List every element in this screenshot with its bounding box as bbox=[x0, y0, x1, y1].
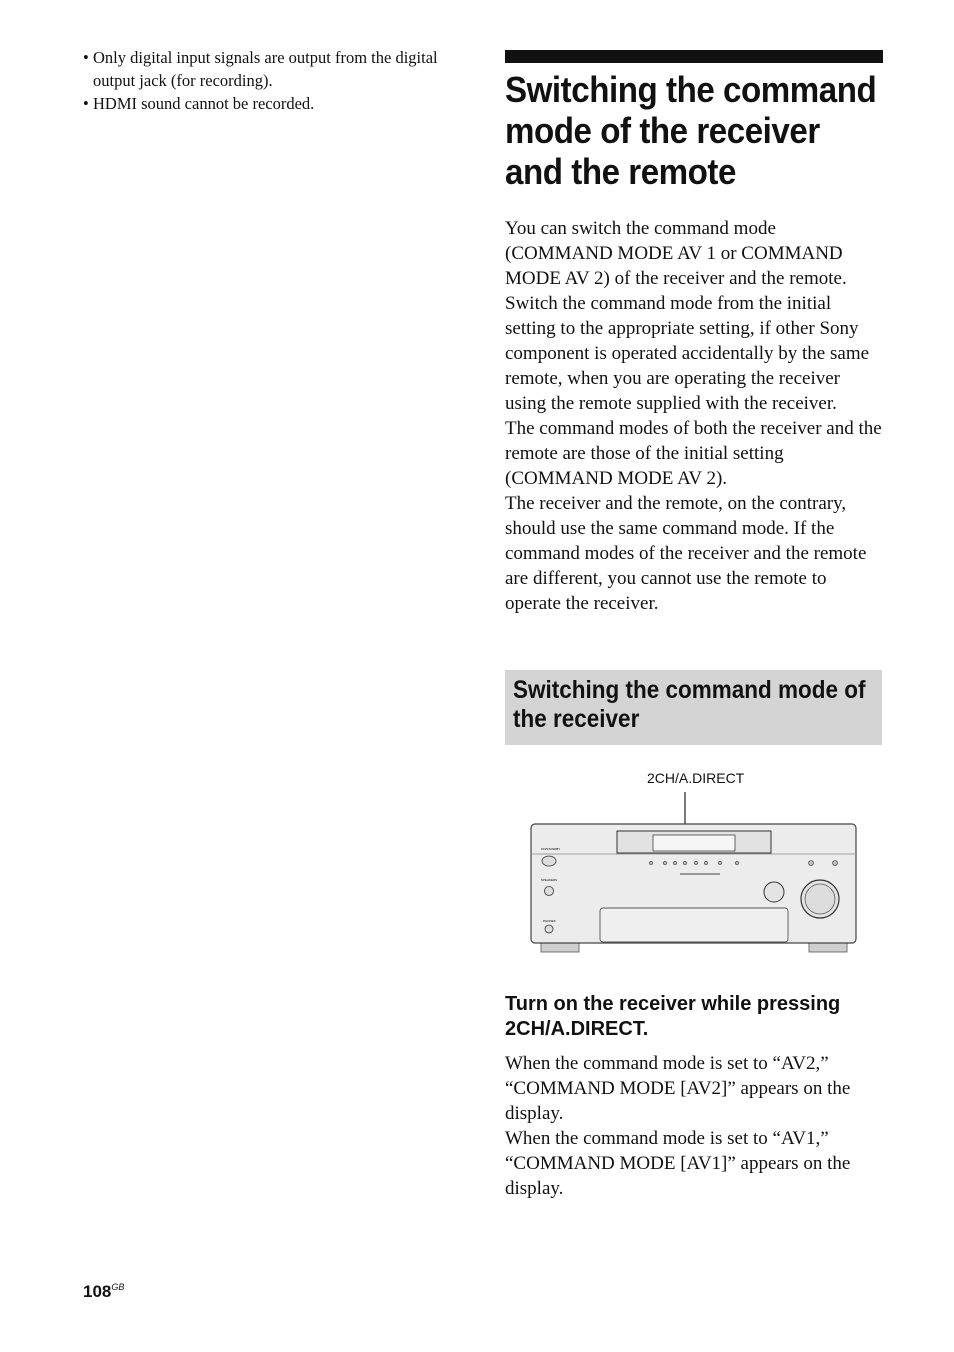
svg-text:PHONES: PHONES bbox=[543, 919, 556, 923]
intro-paragraph: You can switch the command mode (COMMAND MODE AV 1 or COMMAND MODE AV 2) of the receiver and the remote. Switch the command mode from the initial setting to the appropriate setting, if other Sony component is operated accidentally by the same remote, when you are operating the receiver using the remote supplied with the receiver. bbox=[505, 218, 870, 414]
note-item: • Only digital input signals are output from the digital output jack (for recording). bbox=[83, 48, 438, 90]
section-title: Switching the command mode of the receiver and the remote bbox=[505, 69, 877, 192]
svg-text:ON/STANDBY: ON/STANDBY bbox=[541, 847, 561, 851]
svg-text:SPEAKERS: SPEAKERS bbox=[541, 878, 558, 882]
receiver-figure bbox=[505, 765, 883, 965]
step-body bbox=[505, 1051, 885, 1201]
intro-paragraph: The receiver and the remote, on the contrary, should use the same command mode. If the command modes of the receiver and the remote are different, you cannot use the remote to operate the receiver. bbox=[505, 493, 867, 614]
step-paragraph: When the command mode is set to “AV2,” “COMMAND MODE [AV2]” appears on the display. bbox=[505, 1053, 851, 1124]
receiver-illustration bbox=[505, 765, 883, 965]
page-suffix: GB bbox=[111, 1282, 125, 1292]
subsection-title: Switching the command mode of the receiver bbox=[513, 676, 866, 733]
intro-text bbox=[505, 216, 883, 616]
title-rule bbox=[505, 50, 883, 63]
figure-label: 2CH/A.DIRECT bbox=[647, 770, 745, 786]
intro-paragraph: The command modes of both the receiver and the remote are those of the initial setting (COMMAND MODE AV 2). bbox=[505, 418, 882, 489]
step-title: Turn on the receiver while pressing 2CH/A.DIRECT. bbox=[505, 993, 841, 1040]
subsection-header bbox=[505, 670, 882, 745]
note-item: • HDMI sound cannot be recorded. bbox=[83, 94, 315, 113]
page-number: $108^{GB}$ bbox=[83, 1282, 125, 1301]
step-paragraph: When the command mode is set to “AV1,” “COMMAND MODE [AV1]” appears on the display. bbox=[505, 1128, 851, 1199]
main-section bbox=[505, 50, 883, 616]
left-notes bbox=[83, 46, 443, 115]
